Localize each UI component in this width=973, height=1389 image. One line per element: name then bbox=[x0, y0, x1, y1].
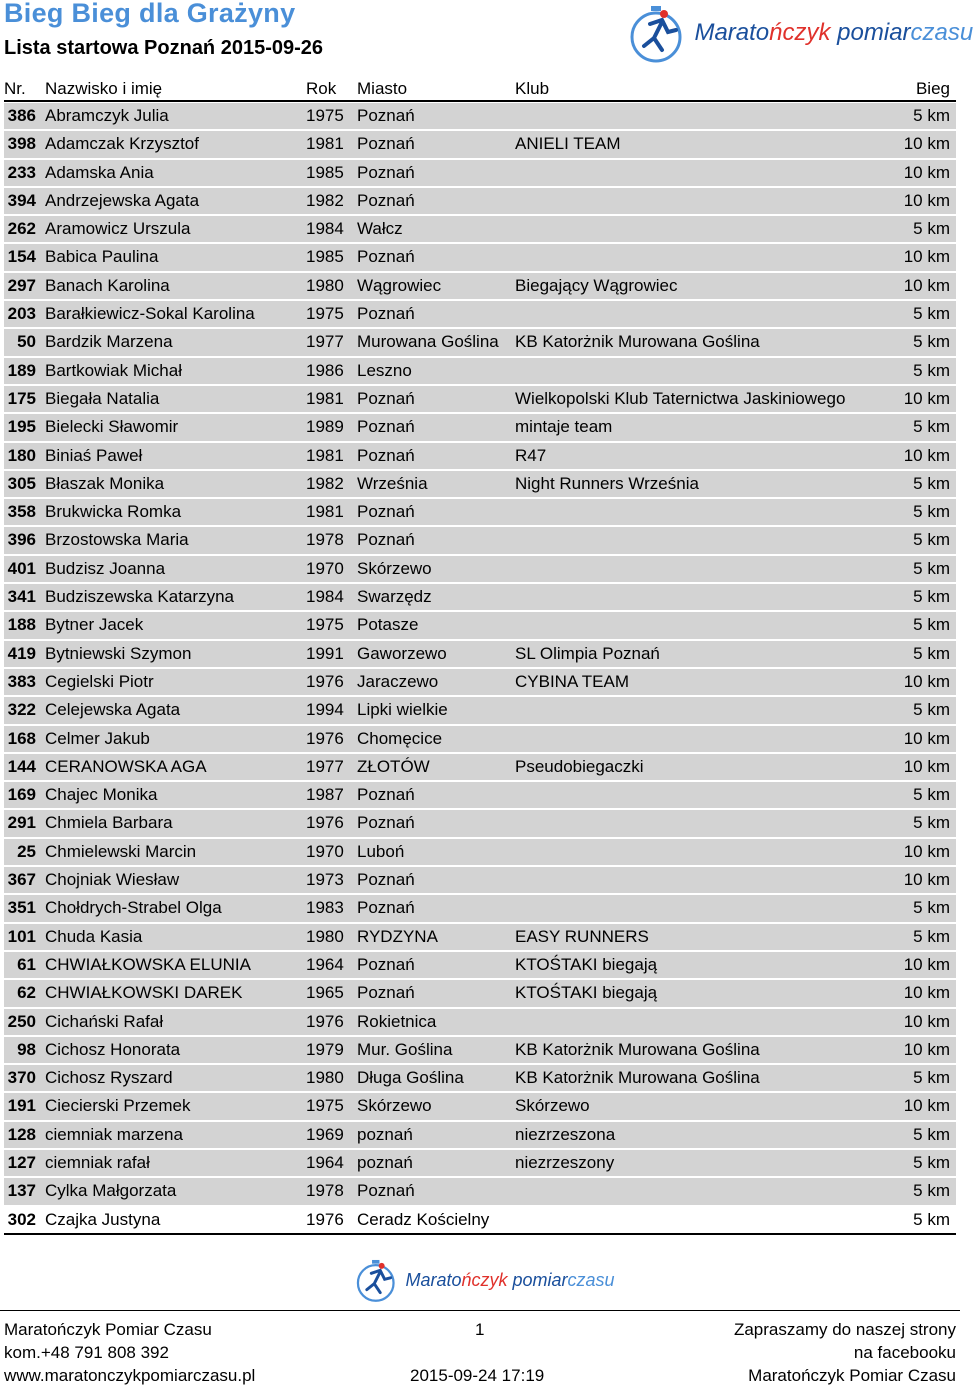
cell-rok: 1994 bbox=[306, 700, 344, 720]
cell-miasto: Poznań bbox=[357, 1181, 415, 1201]
cell-miasto: Skórzewo bbox=[357, 558, 432, 578]
table-row bbox=[4, 810, 956, 838]
cell-bieg: 10 km bbox=[903, 445, 950, 465]
start-list-table bbox=[4, 103, 956, 1235]
cell-klub: R47 bbox=[515, 445, 547, 465]
generated-timestamp: 2015-09-24 17:19 bbox=[410, 1366, 545, 1385]
cell-miasto: Poznań bbox=[357, 870, 415, 890]
cell-rok: 1981 bbox=[306, 134, 344, 154]
cell-rok: 1984 bbox=[306, 219, 344, 239]
cell-name: Babica Paulina bbox=[45, 247, 159, 267]
cell-bieg: 10 km bbox=[903, 247, 950, 267]
cell-rok: 1964 bbox=[306, 954, 344, 974]
cell-klub: KTOŚTAKI biegają bbox=[515, 983, 658, 1003]
cell-name: Chajec Monika bbox=[45, 785, 158, 805]
cell-nr: 394 bbox=[7, 190, 36, 210]
cell-miasto: Leszno bbox=[357, 360, 412, 380]
table-row bbox=[4, 1009, 956, 1037]
table-row bbox=[4, 471, 956, 499]
cell-name: Chmielewski Marcin bbox=[45, 841, 197, 861]
cell-nr: 169 bbox=[7, 785, 36, 805]
cell-name: Adamska Ania bbox=[45, 162, 154, 182]
table-row bbox=[4, 443, 956, 471]
cell-rok: 1982 bbox=[306, 190, 344, 210]
table-row bbox=[4, 1065, 956, 1093]
cell-rok: 1976 bbox=[306, 728, 344, 748]
cell-miasto: Rokietnica bbox=[357, 1011, 437, 1031]
cell-name: Chuda Kasia bbox=[45, 926, 143, 946]
table-row bbox=[4, 952, 956, 980]
cell-nr: 250 bbox=[7, 1011, 36, 1031]
cell-name: Czajka Justyna bbox=[45, 1209, 161, 1229]
cell-rok: 1976 bbox=[306, 671, 344, 691]
cell-bieg: 10 km bbox=[903, 671, 950, 691]
table-row bbox=[4, 386, 956, 414]
cell-nr: 401 bbox=[7, 558, 36, 578]
cell-bieg: 5 km bbox=[913, 926, 950, 946]
cell-bieg: 5 km bbox=[913, 530, 950, 550]
table-row bbox=[4, 301, 956, 329]
cell-name: Budzisz Joanna bbox=[45, 558, 166, 578]
cell-bieg: 10 km bbox=[903, 870, 950, 890]
table-row bbox=[4, 924, 956, 952]
cell-nr: 188 bbox=[7, 615, 36, 635]
cell-klub: Skórzewo bbox=[515, 1096, 590, 1116]
cell-nr: 61 bbox=[17, 954, 36, 974]
cell-rok: 1976 bbox=[306, 1011, 344, 1031]
cell-name: CHWIAŁKOWSKI DAREK bbox=[45, 983, 243, 1003]
table-row bbox=[4, 527, 956, 555]
cell-bieg: 5 km bbox=[913, 558, 950, 578]
cell-miasto: Poznań bbox=[357, 898, 415, 918]
footer-phone: kom.+48 791 808 392 bbox=[4, 1343, 169, 1362]
cell-rok: 1978 bbox=[306, 1181, 344, 1201]
cell-nr: 341 bbox=[7, 587, 36, 607]
cell-miasto: Września bbox=[357, 473, 428, 493]
cell-miasto: Poznań bbox=[357, 954, 415, 974]
cell-miasto: Wągrowiec bbox=[357, 275, 442, 295]
footer-website-link[interactable]: www.maratonczykpomiarczasu.pl bbox=[4, 1366, 256, 1385]
cell-rok: 1985 bbox=[306, 162, 344, 182]
cell-miasto: poznań bbox=[357, 1124, 413, 1144]
cell-nr: 398 bbox=[7, 134, 36, 154]
cell-nr: 25 bbox=[17, 841, 36, 861]
column-header-miasto: Miasto bbox=[357, 79, 408, 98]
cell-nr: 62 bbox=[17, 983, 36, 1003]
cell-nr: 233 bbox=[7, 162, 36, 182]
cell-nr: 370 bbox=[7, 1068, 36, 1088]
table-row bbox=[4, 612, 956, 640]
cell-nr: 297 bbox=[7, 275, 36, 295]
cell-nr: 101 bbox=[7, 926, 36, 946]
cell-name: Chołdrych-Strabel Olga bbox=[45, 898, 222, 918]
cell-miasto: Murowana Goślina bbox=[357, 332, 499, 352]
cell-miasto: Poznań bbox=[357, 388, 415, 408]
cell-rok: 1983 bbox=[306, 898, 344, 918]
cell-name: Chojniak Wiesław bbox=[45, 870, 180, 890]
table-row bbox=[4, 499, 956, 527]
cell-klub: KB Katorżnik Murowana Goślina bbox=[515, 1039, 760, 1059]
cell-bieg: 5 km bbox=[913, 1068, 950, 1088]
cell-miasto: Gaworzewo bbox=[357, 643, 447, 663]
table-row bbox=[4, 669, 956, 697]
footer-logo: Maratończyk pomiarczasu bbox=[352, 1257, 615, 1303]
cell-nr: 396 bbox=[7, 530, 36, 550]
cell-bieg: 5 km bbox=[913, 785, 950, 805]
cell-nr: 386 bbox=[7, 106, 36, 125]
cell-name: Abramczyk Julia bbox=[45, 106, 169, 125]
cell-bieg: 10 km bbox=[903, 1039, 950, 1059]
cell-miasto: Poznań bbox=[357, 785, 415, 805]
cell-rok: 1969 bbox=[306, 1124, 344, 1144]
table-row bbox=[4, 131, 956, 159]
cell-rok: 1970 bbox=[306, 841, 344, 861]
cell-name: Cylka Małgorzata bbox=[45, 1181, 177, 1201]
cell-bieg: 5 km bbox=[913, 417, 950, 437]
cell-rok: 1976 bbox=[306, 1209, 344, 1229]
cell-bieg: 5 km bbox=[913, 106, 950, 125]
cell-rok: 1975 bbox=[306, 106, 344, 125]
cell-miasto: Poznań bbox=[357, 247, 415, 267]
cell-name: Aramowicz Urszula bbox=[45, 219, 191, 239]
cell-name: Bartkowiak Michał bbox=[45, 360, 182, 380]
table-header bbox=[4, 78, 956, 102]
cell-klub: mintaje team bbox=[515, 417, 613, 437]
page-subtitle: Lista startowa Poznań 2015-09-26 bbox=[4, 37, 324, 59]
cell-bieg: 5 km bbox=[913, 813, 950, 833]
cell-miasto: RYDZYNA bbox=[357, 926, 438, 946]
cell-klub: niezrzeszona bbox=[515, 1124, 616, 1144]
cell-bieg: 10 km bbox=[903, 841, 950, 861]
cell-bieg: 10 km bbox=[903, 162, 950, 182]
cell-miasto: poznań bbox=[357, 1152, 413, 1172]
brand-logo: Maratończyk pomiarczasu bbox=[624, 2, 973, 64]
cell-rok: 1991 bbox=[306, 643, 344, 663]
cell-bieg: 5 km bbox=[913, 587, 950, 607]
column-header-rok: Rok bbox=[306, 79, 337, 98]
cell-name: Błaszak Monika bbox=[45, 473, 165, 493]
cell-miasto: Długa Goślina bbox=[357, 1068, 464, 1088]
footer-company: Maratończyk Pomiar Czasu bbox=[4, 1320, 212, 1339]
table-row bbox=[4, 1037, 956, 1065]
cell-bieg: 10 km bbox=[903, 190, 950, 210]
cell-bieg: 10 km bbox=[903, 954, 950, 974]
cell-miasto: Swarzędz bbox=[357, 587, 432, 607]
cell-klub: Night Runners Września bbox=[515, 473, 699, 493]
cell-miasto: Poznań bbox=[357, 190, 415, 210]
cell-name: Bardzik Marzena bbox=[45, 332, 173, 352]
cell-bieg: 5 km bbox=[913, 1209, 950, 1229]
cell-klub: KB Katorżnik Murowana Goślina bbox=[515, 332, 760, 352]
table-row bbox=[4, 556, 956, 584]
cell-klub: ANIELI TEAM bbox=[515, 134, 621, 154]
cell-name: Celejewska Agata bbox=[45, 700, 181, 720]
cell-nr: 128 bbox=[7, 1124, 36, 1144]
column-header-klub: Klub bbox=[515, 79, 550, 98]
cell-nr: 262 bbox=[7, 219, 36, 239]
footer-facebook-link[interactable]: na facebooku bbox=[853, 1343, 956, 1362]
table-row bbox=[4, 216, 956, 244]
cell-rok: 1977 bbox=[306, 756, 344, 776]
cell-miasto: Luboń bbox=[357, 841, 405, 861]
cell-name: CHWIAŁKOWSKA ELUNIA bbox=[45, 954, 251, 974]
table-row bbox=[4, 1207, 956, 1235]
cell-nr: 383 bbox=[7, 671, 36, 691]
cell-nr: 291 bbox=[7, 813, 36, 833]
cell-bieg: 5 km bbox=[913, 643, 950, 663]
column-header-nr: Nr. bbox=[4, 79, 26, 98]
cell-bieg: 10 km bbox=[903, 983, 950, 1003]
cell-klub: SL Olimpia Poznań bbox=[515, 643, 660, 663]
cell-nr: 98 bbox=[17, 1039, 36, 1059]
cell-miasto: Poznań bbox=[357, 304, 415, 324]
cell-bieg: 10 km bbox=[903, 134, 950, 154]
cell-rok: 1984 bbox=[306, 587, 344, 607]
cell-rok: 1973 bbox=[306, 870, 344, 890]
table-row bbox=[4, 244, 956, 272]
cell-miasto: Potasze bbox=[357, 615, 419, 635]
cell-klub: Pseudobiegaczki bbox=[515, 756, 644, 776]
cell-name: Biegała Natalia bbox=[45, 388, 160, 408]
cell-bieg: 5 km bbox=[913, 615, 950, 635]
cell-nr: 322 bbox=[7, 700, 36, 720]
cell-miasto: Ceradz Kościelny bbox=[357, 1209, 490, 1229]
cell-bieg: 5 km bbox=[913, 700, 950, 720]
cell-nr: 189 bbox=[7, 360, 36, 380]
cell-name: Adamczak Krzysztof bbox=[45, 134, 199, 154]
cell-rok: 1985 bbox=[306, 247, 344, 267]
table-row bbox=[4, 1178, 956, 1206]
cell-rok: 1975 bbox=[306, 1096, 344, 1116]
cell-name: Cegielski Piotr bbox=[45, 671, 154, 691]
cell-nr: 127 bbox=[7, 1152, 36, 1172]
cell-miasto: Poznań bbox=[357, 502, 415, 522]
cell-bieg: 5 km bbox=[913, 219, 950, 239]
footer-divider bbox=[0, 1310, 960, 1311]
cell-miasto: Poznań bbox=[357, 983, 415, 1003]
cell-bieg: 5 km bbox=[913, 332, 950, 352]
cell-miasto: Wałcz bbox=[357, 219, 403, 239]
table-row bbox=[4, 329, 956, 357]
cell-name: CERANOWSKA AGA bbox=[45, 756, 207, 776]
column-header-bieg: Bieg bbox=[915, 79, 950, 98]
cell-rok: 1980 bbox=[306, 926, 344, 946]
cell-nr: 195 bbox=[7, 417, 36, 437]
column-header-name: Nazwisko i imię bbox=[45, 79, 163, 98]
cell-rok: 1979 bbox=[306, 1039, 344, 1059]
cell-nr: 175 bbox=[7, 388, 36, 408]
cell-rok: 1975 bbox=[306, 304, 344, 324]
table-row bbox=[4, 895, 956, 923]
cell-nr: 137 bbox=[7, 1181, 36, 1201]
cell-nr: 50 bbox=[17, 332, 36, 352]
cell-nr: 203 bbox=[7, 304, 36, 324]
table-row bbox=[4, 188, 956, 216]
cell-bieg: 10 km bbox=[903, 275, 950, 295]
cell-rok: 1965 bbox=[306, 983, 344, 1003]
cell-name: Chmiela Barbara bbox=[45, 813, 173, 833]
cell-name: Brukwicka Romka bbox=[45, 502, 182, 522]
cell-rok: 1989 bbox=[306, 417, 344, 437]
cell-klub: KB Katorżnik Murowana Goślina bbox=[515, 1068, 760, 1088]
table-row bbox=[4, 980, 956, 1008]
cell-rok: 1981 bbox=[306, 445, 344, 465]
cell-miasto: Skórzewo bbox=[357, 1096, 432, 1116]
table-row bbox=[4, 1150, 956, 1178]
cell-name: ciemniak marzena bbox=[45, 1124, 183, 1144]
cell-klub: EASY RUNNERS bbox=[515, 926, 649, 946]
cell-rok: 1964 bbox=[306, 1152, 344, 1172]
cell-nr: 302 bbox=[7, 1209, 36, 1229]
cell-bieg: 5 km bbox=[913, 1181, 950, 1201]
cell-miasto: Mur. Goślina bbox=[357, 1039, 453, 1059]
cell-name: Cichański Rafał bbox=[45, 1011, 164, 1031]
cell-nr: 351 bbox=[7, 898, 36, 918]
cell-miasto: ZŁOTÓW bbox=[357, 756, 430, 776]
cell-bieg: 10 km bbox=[903, 756, 950, 776]
cell-klub: Biegający Wągrowiec bbox=[515, 275, 678, 295]
cell-rok: 1977 bbox=[306, 332, 344, 352]
cell-name: Budziszewska Katarzyna bbox=[45, 587, 234, 607]
table-row bbox=[4, 358, 956, 386]
cell-miasto: Poznań bbox=[357, 445, 415, 465]
cell-miasto: Poznań bbox=[357, 162, 415, 182]
cell-name: Biniaś Paweł bbox=[45, 445, 143, 465]
cell-name: Brzostowska Maria bbox=[45, 530, 189, 550]
cell-rok: 1986 bbox=[306, 360, 344, 380]
table-row bbox=[4, 839, 956, 867]
cell-nr: 419 bbox=[7, 643, 36, 663]
table-row bbox=[4, 726, 956, 754]
cell-bieg: 10 km bbox=[903, 388, 950, 408]
cell-klub: niezrzeszony bbox=[515, 1152, 615, 1172]
cell-name: Bytner Jacek bbox=[45, 615, 144, 635]
cell-miasto: Poznań bbox=[357, 530, 415, 550]
cell-miasto: Jaraczewo bbox=[357, 671, 439, 691]
runner-icon bbox=[624, 2, 686, 64]
cell-miasto: Poznań bbox=[357, 813, 415, 833]
cell-klub: Wielkopolski Klub Taternictwa Jaskiniowego bbox=[515, 388, 846, 408]
cell-bieg: 5 km bbox=[913, 502, 950, 522]
cell-rok: 1978 bbox=[306, 530, 344, 550]
cell-name: Banach Karolina bbox=[45, 275, 170, 295]
table-row bbox=[4, 1122, 956, 1150]
cell-klub: CYBINA TEAM bbox=[515, 671, 629, 691]
table-row bbox=[4, 414, 956, 442]
cell-bieg: 10 km bbox=[903, 728, 950, 748]
cell-nr: 305 bbox=[7, 473, 36, 493]
footer-invite-line1: Zapraszamy do naszej strony bbox=[733, 1320, 956, 1339]
cell-rok: 1980 bbox=[306, 275, 344, 295]
cell-miasto: Poznań bbox=[357, 134, 415, 154]
cell-nr: 144 bbox=[7, 756, 36, 776]
cell-bieg: 5 km bbox=[913, 304, 950, 324]
cell-bieg: 5 km bbox=[913, 898, 950, 918]
table-row bbox=[4, 697, 956, 725]
cell-nr: 168 bbox=[7, 728, 36, 748]
table-row bbox=[4, 641, 956, 669]
cell-rok: 1987 bbox=[306, 785, 344, 805]
table-row bbox=[4, 754, 956, 782]
cell-name: Bielecki Sławomir bbox=[45, 417, 179, 437]
table-row bbox=[4, 1093, 956, 1121]
cell-bieg: 10 km bbox=[903, 1096, 950, 1116]
cell-nr: 367 bbox=[7, 870, 36, 890]
cell-name: Cichosz Ryszard bbox=[45, 1068, 173, 1088]
footer-invite-line3: Maratończyk Pomiar Czasu bbox=[748, 1366, 956, 1385]
cell-name: Ciecierski Przemek bbox=[45, 1096, 191, 1116]
cell-bieg: 5 km bbox=[913, 360, 950, 380]
runner-icon bbox=[352, 1257, 398, 1303]
table-row bbox=[4, 867, 956, 895]
table-row bbox=[4, 584, 956, 612]
cell-nr: 358 bbox=[7, 502, 36, 522]
cell-bieg: 5 km bbox=[913, 1124, 950, 1144]
cell-rok: 1982 bbox=[306, 473, 344, 493]
cell-name: Celmer Jakub bbox=[45, 728, 150, 748]
cell-rok: 1975 bbox=[306, 615, 344, 635]
cell-name: Bytniewski Szymon bbox=[45, 643, 192, 663]
cell-miasto: Poznań bbox=[357, 417, 415, 437]
table-row bbox=[4, 273, 956, 301]
page-number: 1 bbox=[475, 1320, 485, 1339]
cell-nr: 191 bbox=[7, 1096, 36, 1116]
cell-bieg: 10 km bbox=[903, 1011, 950, 1031]
cell-nr: 180 bbox=[7, 445, 36, 465]
cell-name: Barałkiewicz-Sokal Karolina bbox=[45, 304, 255, 324]
cell-miasto: Chomęcice bbox=[357, 728, 443, 748]
cell-rok: 1980 bbox=[306, 1068, 344, 1088]
cell-rok: 1970 bbox=[306, 558, 344, 578]
cell-rok: 1976 bbox=[306, 813, 344, 833]
cell-bieg: 5 km bbox=[913, 473, 950, 493]
table-row bbox=[4, 782, 956, 810]
table-row bbox=[4, 103, 956, 131]
cell-bieg: 5 km bbox=[913, 1152, 950, 1172]
cell-name: ciemniak rafał bbox=[45, 1152, 150, 1172]
cell-klub: KTOŚTAKI biegają bbox=[515, 954, 658, 974]
cell-nr: 154 bbox=[7, 247, 36, 267]
page-title: Bieg Bieg dla Grażyny bbox=[4, 0, 296, 28]
cell-miasto: Lipki wielkie bbox=[357, 700, 448, 720]
cell-name: Cichosz Honorata bbox=[45, 1039, 181, 1059]
cell-name: Andrzejewska Agata bbox=[45, 190, 200, 210]
table-row bbox=[4, 160, 956, 188]
cell-miasto: Poznań bbox=[357, 106, 415, 125]
cell-rok: 1981 bbox=[306, 388, 344, 408]
cell-rok: 1981 bbox=[306, 502, 344, 522]
